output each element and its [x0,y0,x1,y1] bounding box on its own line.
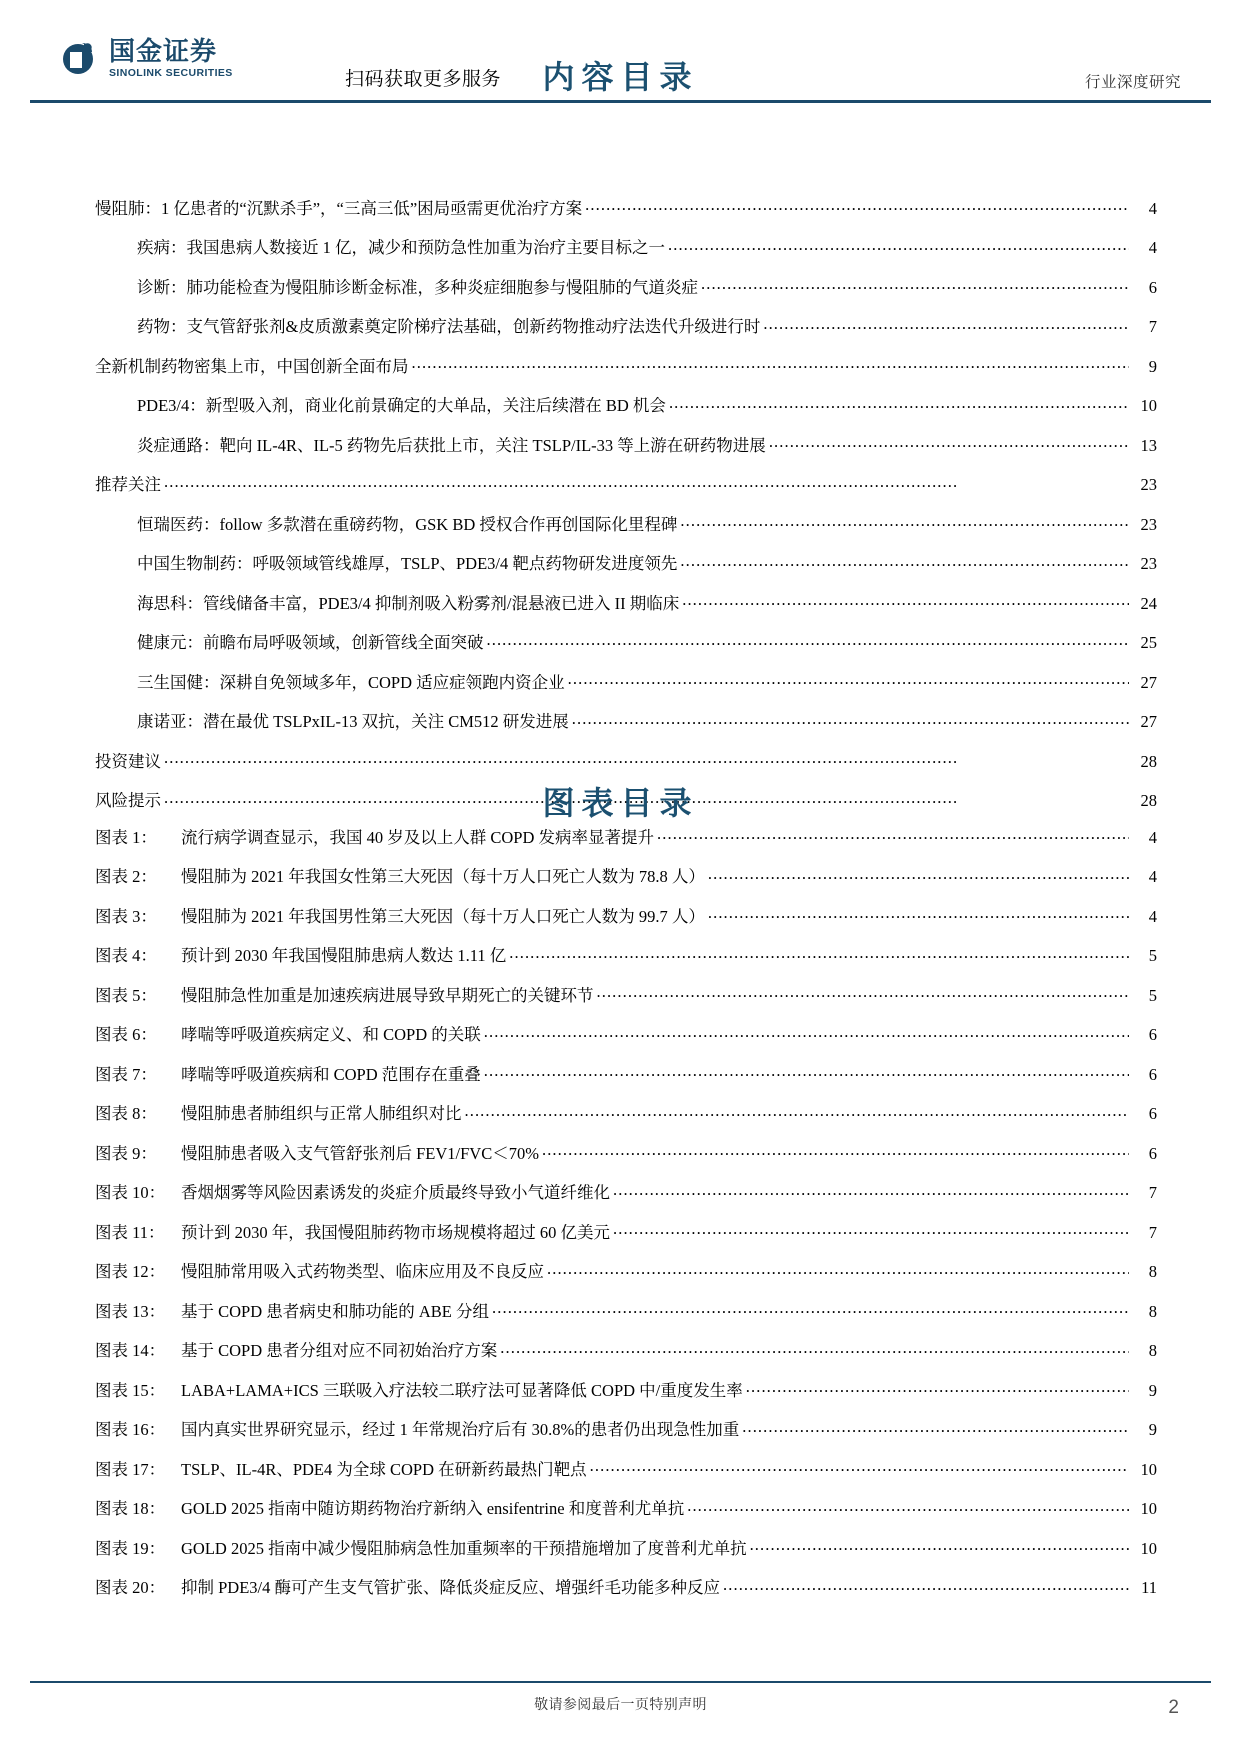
figure-toc-entry-label: GOLD 2025 指南中随访期药物治疗新纳入 ensifentrine 和度普利尤单抗 [181,1499,685,1518]
figure-toc-entry-number: 图表 18： [95,1499,166,1518]
toc-leader-dots [164,474,1129,491]
figure-toc-entry-page: 5 [1148,946,1157,965]
toc-entry-page: 25 [1140,633,1157,652]
figure-toc-title: 图表目录 [542,785,699,821]
figure-toc-entry-page: 6 [1148,1143,1157,1163]
figure-toc-entry-number: 图表 14： [95,1341,166,1360]
figure-toc-entry-page: 10 [1140,1459,1157,1479]
toc-entry-label: 康诺亚：潜在最优 TSLPxIL-13 双抗，关注 CM512 研发进展 [137,712,569,731]
toc-entry[interactable] [95,750,1157,770]
figure-toc-leader-dots [750,1537,1129,1554]
figure-toc-leader-dots [484,1024,1129,1041]
figure-toc-entry-label: 慢阻肺患者吸入支气管舒张剂后 FEV1/FVC＜70% [181,1143,539,1163]
figure-toc-entry-page: 8 [1148,1262,1157,1281]
figure-toc-entry-page: 8 [1148,1341,1157,1360]
figure-toc-entry[interactable] [95,1063,1157,1083]
toc-entry-page: 6 [1148,277,1157,297]
toc-leader-dots [572,711,1129,728]
toc-entry-page: 7 [1148,317,1157,336]
figure-toc-entry[interactable] [95,1300,1157,1320]
figure-toc-entry-label: 国内真实世界研究显示，经过 1 年常规治疗后有 30.8%的患者仍出现急性加重 [181,1420,740,1439]
figure-toc-leader-dots [465,1103,1130,1120]
figure-toc-entry[interactable] [95,1458,1157,1478]
figure-toc-entry-label: LABA+LAMA+ICS 三联吸入疗法较二联疗法可显著降低 COPD 中/重度发生率 [181,1380,743,1400]
figure-toc-leader-dots [708,866,1129,883]
header-divider [30,100,1211,103]
page-header [0,0,1241,102]
figure-toc-entry-number: 图表 4： [95,946,157,965]
figure-toc-leader-dots [708,905,1129,922]
sinolink-logo-icon [60,38,100,78]
toc-leader-dots [487,632,1130,649]
figure-toc-entry-page: 8 [1148,1301,1157,1321]
toc-entry-page: 4 [1148,198,1157,218]
toc-entry[interactable] [95,553,1157,573]
figure-toc-entry-number: 图表 3： [95,906,157,926]
toc-entry-label: 疾病：我国患病人数接近 1 亿，减少和预防急性加重为治疗主要目标之一 [137,238,665,257]
toc-entry-page: 4 [1148,238,1157,257]
figure-toc-entry-number: 图表 13： [95,1301,166,1321]
figure-toc-entry-page: 10 [1140,1538,1157,1558]
toc-title: 内容目录 [542,59,699,95]
toc-entry-label: 投资建议 [95,751,161,771]
figure-toc-entry-number: 图表 11： [95,1222,165,1242]
toc-entry-label: 健康元：前瞻布局呼吸领域，创新管线全面突破 [137,633,484,652]
toc-entry[interactable] [95,237,1157,257]
figure-toc-leader-dots [613,1182,1129,1199]
toc-entry-page: 13 [1140,435,1157,455]
figure-toc-entry[interactable] [95,1379,1157,1399]
toc-entry-page: 23 [1140,554,1157,573]
figure-toc-entry-number: 图表 8： [95,1104,157,1123]
toc-entry[interactable] [95,197,1157,217]
toc-leader-dots [769,434,1129,451]
figure-toc-entry-page: 6 [1148,1104,1157,1123]
toc-entry[interactable] [95,276,1157,296]
toc-entry[interactable] [95,316,1157,336]
figure-toc-entry-number: 图表 16： [95,1420,166,1439]
table-of-contents [95,197,1157,829]
figure-toc-entry-number: 图表 17： [95,1459,166,1479]
figure-toc-entry-number: 图表 19： [95,1538,166,1558]
toc-leader-dots [669,395,1129,412]
figure-toc-entry[interactable] [95,1537,1157,1557]
figure-toc-leader-dots [597,984,1130,1001]
toc-entry-label: 炎症通路：靶向 IL-4R、IL-5 药物先后获批上市，关注 TSLP/IL-33 等上游在研药物进展 [137,435,766,455]
figure-toc-entry-page: 4 [1148,867,1157,886]
company-logo [60,38,233,79]
figure-toc-leader-dots [542,1142,1129,1159]
toc-leader-dots [668,237,1129,254]
figure-toc-entry-label: 基于 COPD 患者病史和肺功能的 ABE 分组 [181,1301,490,1321]
figure-toc-entry[interactable] [95,1498,1157,1518]
figure-table-of-contents [95,826,1157,1616]
figure-toc-entry-label: 慢阻肺为 2021 年我国男性第三大死因（每十万人口死亡人数为 99.7 人） [181,906,705,926]
figure-toc-entry-label: TSLP、IL-4R、PDE4 为全球 COPD 在研新药最热门靶点 [181,1459,587,1479]
figure-toc-entry[interactable] [95,1340,1157,1360]
toc-entry[interactable] [95,711,1157,731]
toc-leader-dots [412,355,1130,372]
figure-toc-entry-page: 11 [1141,1578,1157,1597]
toc-entry[interactable] [95,434,1157,454]
toc-entry-label: 恒瑞医药：follow 多款潜在重磅药物，GSK BD 授权合作再创国际化里程碑 [137,514,678,534]
figure-toc-entry-number: 图表 10： [95,1183,166,1202]
figure-toc-entry[interactable] [95,905,1157,925]
figure-toc-entry-label: GOLD 2025 指南中减少慢阻肺病急性加重频率的干预措施增加了度普利尤单抗 [181,1538,747,1558]
figure-toc-leader-dots [613,1221,1129,1238]
toc-entry[interactable] [95,395,1157,415]
figure-toc-entry[interactable] [95,1103,1157,1123]
toc-leader-dots [680,553,1129,570]
toc-leader-dots [585,197,1129,214]
figure-toc-entry[interactable] [95,1577,1157,1597]
figure-toc-entry-page: 7 [1148,1183,1157,1202]
toc-entry-page: 28 [1140,791,1157,810]
figure-toc-entry-number: 图表 12： [95,1262,166,1281]
figure-toc-entry[interactable] [95,1261,1157,1281]
toc-entry-page: 27 [1140,672,1157,692]
figure-toc-entry-label: 慢阻肺患者肺组织与正常人肺组织对比 [181,1104,462,1123]
figure-toc-entry-page: 6 [1148,1064,1157,1084]
figure-toc-entry-number: 图表 7： [95,1064,157,1084]
footer-divider [30,1681,1211,1684]
figure-toc-entry-number: 图表 20： [95,1578,166,1597]
figure-toc-entry-number: 图表 5： [95,985,157,1005]
figure-toc-entry[interactable] [95,826,1157,846]
figure-toc-entry[interactable] [95,1182,1157,1202]
figure-toc-entry-number: 图表 15： [95,1380,166,1400]
figure-toc-entry[interactable] [95,984,1157,1004]
figure-toc-leader-dots [500,1340,1129,1357]
figure-toc-entry[interactable] [95,1142,1157,1162]
figure-toc-leader-dots [484,1063,1129,1080]
toc-entry-page: 23 [1140,514,1157,534]
figure-toc-entry-page: 5 [1148,985,1157,1005]
figure-toc-entry[interactable] [95,1419,1157,1439]
toc-entry-label: 全新机制药物密集上市，中国创新全面布局 [95,356,409,376]
figure-toc-leader-dots [746,1379,1129,1396]
figure-toc-entry-label: 香烟烟雾等风险因素诱发的炎症介质最终导致小气道纤维化 [181,1183,610,1202]
logo-chinese-name: 国金证券 [109,36,218,66]
toc-leader-dots [568,671,1129,688]
toc-entry[interactable] [95,474,1157,494]
figure-toc-entry-label: 慢阻肺急性加重是加速疾病进展导致早期死亡的关键环节 [181,985,594,1005]
figure-toc-entry-page: 10 [1140,1499,1157,1518]
figure-toc-entry-number: 图表 1： [95,827,157,847]
toc-entry-label: 慢阻肺：1 亿患者的“沉默杀手”，“三高三低”困局亟需更优治疗方案 [95,198,583,218]
figure-toc-entry-label: 基于 COPD 患者分组对应不同初始治疗方案 [181,1341,498,1360]
figure-toc-entry-page: 6 [1148,1025,1157,1044]
toc-entry-label: 海思科：管线储备丰富，PDE3/4 抑制剂吸入粉雾剂/混悬液已进入 II 期临床 [137,593,680,613]
logo-english-name: SINOLINK SECURITIES [109,67,233,79]
toc-entry-page: 10 [1140,396,1157,415]
toc-leader-dots [164,750,1129,767]
figure-toc-entry-label: 预计到 2030 年，我国慢阻肺药物市场规模将超过 60 亿美元 [181,1222,610,1242]
toc-entry-label: PDE3/4：新型吸入剂，商业化前景确定的大单品，关注后续潜在 BD 机会 [137,396,666,415]
figure-toc-leader-dots [657,826,1129,843]
toc-entry-page: 27 [1140,712,1157,731]
figure-toc-entry-label: 哮喘等呼吸道疾病定义、和 COPD 的关联 [181,1025,481,1044]
toc-leader-dots [701,276,1129,293]
figure-toc-entry-label: 抑制 PDE3/4 酶可产生支气管扩张、降低炎症反应、增强纤毛功能多种反应 [181,1578,721,1597]
toc-entry[interactable] [95,513,1157,533]
toc-leader-dots [763,316,1129,333]
figure-toc-leader-dots [687,1498,1129,1515]
toc-entry[interactable] [95,355,1157,375]
toc-entry[interactable] [95,592,1157,612]
figure-toc-entry[interactable] [95,866,1157,886]
header-promo-text: 扫码获取更多服务 [345,69,502,90]
header-report-type: 行业深度研究 [1084,74,1181,91]
figure-toc-entry-number: 图表 2： [95,867,157,886]
toc-entry-label: 风险提示 [95,791,161,810]
toc-leader-dots [682,592,1129,609]
figure-toc-entry-number: 图表 9： [95,1143,157,1163]
toc-entry-page: 28 [1140,751,1157,771]
figure-toc-entry-label: 流行病学调查显示，我国 40 岁及以上人群 COPD 发病率显著提升 [181,827,655,847]
figure-toc-entry-label: 慢阻肺常用吸入式药物类型、临床应用及不良反应 [181,1262,544,1281]
footer-disclaimer: 敬请参阅最后一页特别声明 [534,1698,707,1713]
toc-entry-label: 药物：支气管舒张剂&皮质激素奠定阶梯疗法基础，创新药物推动疗法迭代升级进行时 [137,317,761,336]
toc-entry-page: 23 [1140,475,1157,494]
figure-toc-leader-dots [590,1458,1129,1475]
figure-toc-leader-dots [492,1300,1129,1317]
figure-toc-entry-page: 9 [1148,1380,1157,1400]
figure-toc-entry-label: 哮喘等呼吸道疾病和 COPD 范围存在重叠 [181,1064,481,1084]
toc-entry-label: 中国生物制药：呼吸领域管线雄厚，TSLP、PDE3/4 靶点药物研发进度领先 [137,554,678,573]
toc-entry[interactable] [95,671,1157,691]
figure-toc-entry-number: 图表 6： [95,1025,157,1044]
figure-toc-entry-page: 7 [1148,1222,1157,1242]
toc-leader-dots [680,513,1129,530]
figure-toc-entry-label: 慢阻肺为 2021 年我国女性第三大死因（每十万人口死亡人数为 78.8 人） [181,867,705,886]
figure-toc-leader-dots [509,945,1129,962]
figure-toc-entry[interactable] [95,945,1157,965]
figure-toc-entry[interactable] [95,1221,1157,1241]
figure-toc-entry-label: 预计到 2030 年我国慢阻肺患病人数达 1.11 亿 [181,946,507,965]
toc-entry-label: 推荐关注 [95,475,161,494]
toc-entry-label: 诊断：肺功能检查为慢阻肺诊断金标准，多种炎症细胞参与慢阻肺的气道炎症 [137,277,698,297]
toc-entry-label: 三生国健：深耕自免领域多年，COPD 适应症领跑内资企业 [137,672,565,692]
figure-toc-leader-dots [723,1577,1129,1594]
figure-toc-leader-dots [742,1419,1129,1436]
figure-toc-entry-page: 9 [1148,1420,1157,1439]
figure-toc-leader-dots [547,1261,1129,1278]
figure-toc-title-wrap [0,778,1241,824]
toc-entry[interactable] [95,632,1157,652]
footer-page-number: 2 [1168,1697,1179,1718]
toc-entry-page: 24 [1140,593,1157,613]
figure-toc-entry[interactable] [95,1024,1157,1044]
figure-toc-entry-page: 4 [1148,827,1157,847]
toc-entry-page: 9 [1148,356,1157,376]
figure-toc-entry-page: 4 [1148,906,1157,926]
